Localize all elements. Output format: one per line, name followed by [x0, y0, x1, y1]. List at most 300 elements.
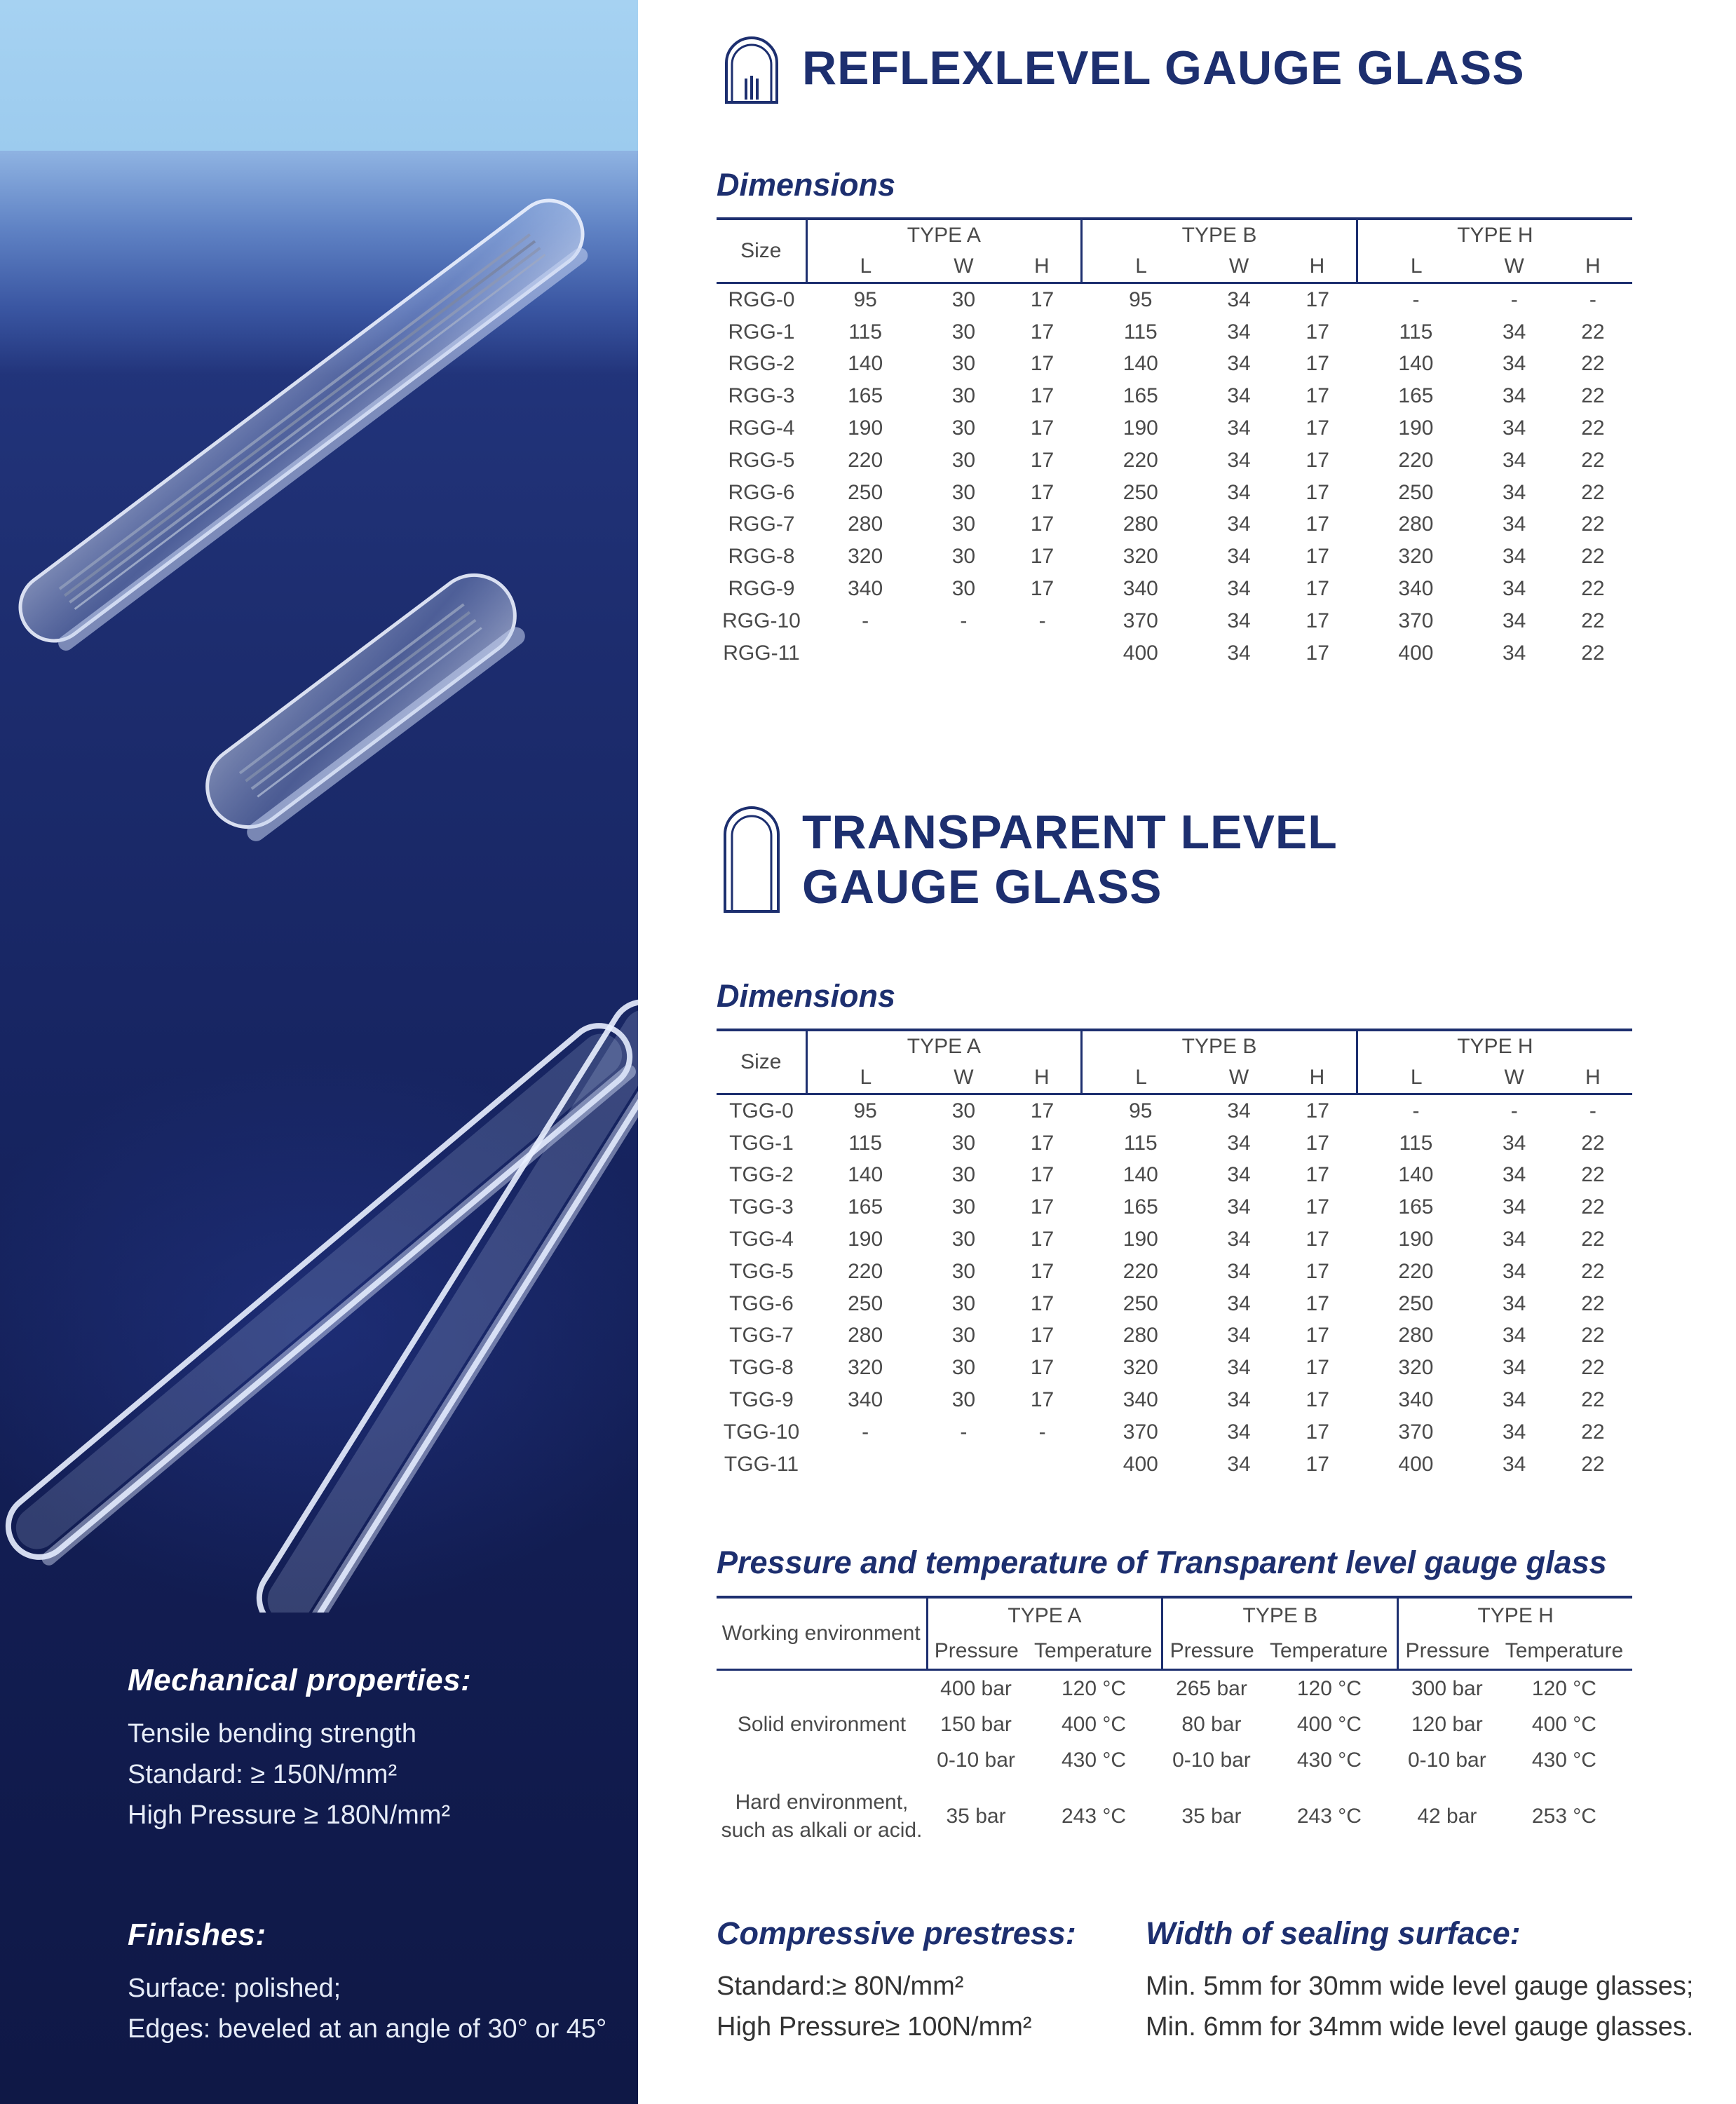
- table-cell: 370: [1398, 1420, 1434, 1444]
- table-cell: 115: [848, 320, 883, 344]
- col-header: W: [924, 251, 1003, 283]
- table-cell: 140: [1398, 1163, 1434, 1187]
- finishes-line: Surface: polished;: [128, 1974, 341, 2003]
- col-header: Pressure: [927, 1634, 1025, 1670]
- table-cell: 430 °C: [1061, 1748, 1127, 1772]
- finishes-heading: Finishes:: [128, 1918, 266, 1952]
- table-cell: 17: [1030, 1099, 1055, 1122]
- table-cell: 22: [1581, 1259, 1605, 1283]
- table-cell: 34: [1227, 1099, 1251, 1122]
- transparent-gauge-icon: [722, 805, 781, 913]
- table-cell: 34: [1227, 416, 1251, 440]
- table-cell: 34: [1227, 352, 1251, 376]
- table-cell: 17: [1306, 609, 1329, 632]
- finishes-line: Edges: beveled at an angle of 30° or 45°: [128, 2014, 607, 2044]
- table-cell: 30: [951, 1228, 976, 1251]
- table-cell: 17: [1306, 1420, 1329, 1444]
- size-cell: TGG-6: [729, 1291, 794, 1315]
- table-row: [717, 1127, 1632, 1160]
- solid-env-label: Solid environment: [737, 1712, 907, 1736]
- table-cell: 400 bar: [940, 1676, 1012, 1700]
- table-cell: 250: [848, 1291, 883, 1315]
- table-cell: 34: [1503, 1291, 1526, 1315]
- hard-env-line: Hard environment,: [735, 1791, 909, 1814]
- table-cell: 22: [1581, 416, 1605, 440]
- table-cell: 30: [951, 513, 976, 536]
- env-header: Working environment: [717, 1597, 927, 1670]
- col-header: L: [1082, 1062, 1200, 1094]
- col-header: Temperature: [1025, 1634, 1162, 1670]
- pressure-title: Pressure and temperature of Transparent level gauge glass: [717, 1545, 1607, 1580]
- hard-env-label: [717, 1778, 927, 1855]
- col-header: Pressure: [1162, 1634, 1261, 1670]
- table-cell: 165: [1123, 384, 1158, 408]
- size-cell: TGG-1: [729, 1131, 794, 1155]
- table-cell: 34: [1227, 320, 1251, 344]
- table-cell: 34: [1503, 1195, 1526, 1219]
- table-row: [717, 1223, 1632, 1256]
- table-cell: 34: [1503, 1259, 1526, 1283]
- table-cell: 17: [1306, 577, 1329, 601]
- mechanical-line: Standard: ≥ 150N/mm²: [128, 1760, 398, 1789]
- table-cell: 250: [848, 480, 883, 504]
- transparent-table-body: [717, 1094, 1632, 1481]
- table-cell: 280: [1123, 513, 1158, 536]
- type-b-header: TYPE B: [1082, 219, 1357, 251]
- table-cell: 30: [951, 480, 976, 504]
- table-cell: 17: [1306, 1228, 1329, 1251]
- table-cell: 115: [1399, 320, 1433, 344]
- table-cell: 34: [1503, 1131, 1526, 1155]
- table-cell: 22: [1581, 1163, 1605, 1187]
- table-cell: 22: [1581, 1356, 1605, 1380]
- sealing-surface: [1146, 1915, 1693, 2047]
- transparent-title-row: [722, 805, 1338, 914]
- compressive-prestress: [717, 1915, 1076, 2047]
- table-cell: 30: [951, 416, 976, 440]
- table-cell: 22: [1581, 513, 1605, 536]
- table-cell: 400 °C: [1531, 1712, 1596, 1736]
- reflex-gauge-icon: [722, 35, 781, 104]
- type-a-header: TYPE A: [927, 1597, 1162, 1634]
- col-header: H: [1003, 1062, 1081, 1094]
- finishes: [128, 1918, 606, 2049]
- col-header: W: [1475, 251, 1554, 283]
- table-cell: 30: [951, 1388, 976, 1412]
- table-cell: 17: [1306, 1099, 1329, 1122]
- table-cell: 22: [1581, 1291, 1605, 1315]
- size-cell: TGG-8: [729, 1356, 794, 1380]
- table-cell: 34: [1227, 1388, 1251, 1412]
- table-cell: 34: [1227, 1452, 1251, 1476]
- col-header: L: [806, 251, 924, 283]
- sealing-line: Min. 6mm for 34mm wide level gauge glasses.: [1146, 2012, 1694, 2042]
- table-cell: 17: [1306, 287, 1329, 311]
- col-header: W: [1475, 1062, 1554, 1094]
- table-cell: 280: [1398, 1324, 1434, 1348]
- table-cell: 30: [951, 1356, 976, 1380]
- col-header: Temperature: [1261, 1634, 1398, 1670]
- table-cell: [1003, 637, 1081, 670]
- table-cell: 17: [1030, 384, 1055, 408]
- table-cell: 80 bar: [1181, 1712, 1242, 1736]
- table-cell: 34: [1503, 577, 1526, 601]
- table-cell: 34: [1503, 1163, 1526, 1187]
- compressive-heading: Compressive prestress:: [717, 1915, 1076, 1951]
- table-cell: 320: [848, 545, 883, 569]
- size-cell: RGG-5: [728, 448, 795, 472]
- table-row: [717, 509, 1632, 541]
- table-row: [717, 1352, 1632, 1384]
- table-cell: 190: [848, 416, 883, 440]
- table-cell: 22: [1581, 448, 1605, 472]
- table-cell: 430 °C: [1296, 1748, 1362, 1772]
- table-cell: 165: [848, 1195, 883, 1219]
- col-header: H: [1003, 251, 1081, 283]
- table-cell: 120 °C: [1061, 1676, 1127, 1700]
- table-cell: 22: [1581, 1420, 1605, 1444]
- table-cell: 17: [1306, 320, 1329, 344]
- table-cell: 35 bar: [1181, 1805, 1242, 1828]
- reflex-dimensions-table: [717, 217, 1632, 670]
- table-cell: 34: [1503, 1324, 1526, 1348]
- table-cell: -: [1412, 287, 1420, 311]
- hard-env-line: such as alkali or acid.: [721, 1819, 923, 1842]
- table-cell: 280: [848, 513, 883, 536]
- table-cell: 30: [951, 1131, 976, 1155]
- reflex-dimensions-label: Dimensions: [717, 167, 896, 203]
- type-b-header: TYPE B: [1082, 1030, 1357, 1062]
- table-cell: 17: [1030, 1388, 1055, 1412]
- table-cell: 95: [1129, 287, 1153, 311]
- table-cell: 17: [1306, 1452, 1329, 1476]
- table-cell: 17: [1030, 1131, 1055, 1155]
- table-cell: 165: [1123, 1195, 1158, 1219]
- table-cell: 34: [1227, 384, 1251, 408]
- size-cell: RGG-1: [728, 320, 795, 344]
- size-cell: RGG-9: [728, 577, 795, 601]
- table-cell: 430 °C: [1531, 1748, 1596, 1772]
- table-cell: 34: [1503, 352, 1526, 376]
- table-cell: -: [960, 609, 968, 632]
- table-cell: 17: [1030, 1291, 1055, 1315]
- table-cell: 22: [1581, 1388, 1605, 1412]
- compressive-line: High Pressure≥ 100N/mm²: [717, 2012, 1032, 2042]
- size-cell: TGG-4: [729, 1228, 794, 1251]
- table-row: [717, 1094, 1632, 1127]
- reflex-title: REFLEXLEVEL GAUGE GLASS: [802, 41, 1525, 95]
- table-cell: 34: [1227, 609, 1251, 632]
- size-cell: RGG-6: [728, 480, 795, 504]
- table-cell: 320: [1398, 1356, 1434, 1380]
- table-cell: 17: [1306, 352, 1329, 376]
- col-header: H: [1554, 251, 1632, 283]
- table-cell: 34: [1227, 1324, 1251, 1348]
- table-cell: 22: [1581, 480, 1605, 504]
- table-cell: 140: [1123, 1163, 1158, 1187]
- table-cell: 17: [1030, 1195, 1055, 1219]
- table-row: [717, 1160, 1632, 1192]
- table-cell: 400 °C: [1061, 1712, 1127, 1736]
- table-cell: 115: [848, 1131, 883, 1155]
- type-a-header: TYPE A: [806, 1030, 1082, 1062]
- table-cell: 220: [1123, 448, 1158, 472]
- table-cell: 34: [1227, 513, 1251, 536]
- table-cell: 34: [1503, 384, 1526, 408]
- table-cell: 95: [1129, 1099, 1153, 1122]
- table-cell: 17: [1306, 1388, 1329, 1412]
- table-cell: 17: [1030, 1228, 1055, 1251]
- table-cell: 30: [951, 384, 976, 408]
- col-header: L: [806, 1062, 924, 1094]
- table-cell: -: [862, 1420, 869, 1444]
- table-cell: 17: [1306, 448, 1329, 472]
- table-cell: 34: [1227, 641, 1251, 665]
- table-cell: 34: [1503, 609, 1526, 632]
- table-cell: 0-10 bar: [1172, 1748, 1251, 1772]
- table-cell: 30: [951, 545, 976, 569]
- table-cell: 34: [1227, 1195, 1251, 1219]
- table-cell: 30: [951, 577, 976, 601]
- table-row: [717, 1778, 1632, 1855]
- table-cell: 340: [848, 577, 883, 601]
- size-cell: RGG-11: [723, 641, 800, 665]
- table-cell: 22: [1581, 384, 1605, 408]
- table-cell: 22: [1581, 545, 1605, 569]
- table-cell: 22: [1581, 1324, 1605, 1348]
- table-cell: 30: [951, 448, 976, 472]
- col-header: H: [1554, 1062, 1632, 1094]
- table-cell: 95: [853, 287, 877, 311]
- table-cell: -: [960, 1420, 968, 1444]
- table-cell: [806, 637, 924, 670]
- mechanical-line: High Pressure ≥ 180N/mm²: [128, 1800, 451, 1830]
- table-cell: 22: [1581, 1195, 1605, 1219]
- table-cell: 30: [951, 287, 976, 311]
- table-cell: -: [1038, 1420, 1046, 1444]
- table-row: [717, 316, 1632, 348]
- table-cell: 22: [1581, 352, 1605, 376]
- reflex-glass-short: [191, 559, 537, 851]
- table-cell: 165: [1398, 1195, 1434, 1219]
- table-cell: 400: [1398, 641, 1434, 665]
- table-cell: 34: [1503, 1388, 1526, 1412]
- table-cell: 22: [1581, 1228, 1605, 1251]
- table-cell: 115: [1123, 1131, 1158, 1155]
- transparent-dimensions-table: [717, 1029, 1632, 1481]
- table-cell: 17: [1306, 1291, 1329, 1315]
- table-cell: 165: [1398, 384, 1434, 408]
- table-cell: 34: [1227, 1131, 1251, 1155]
- transparent-title: [802, 805, 1338, 914]
- table-row: [717, 380, 1632, 412]
- table-cell: 34: [1503, 513, 1526, 536]
- table-cell: 17: [1030, 416, 1055, 440]
- compressive-line: Standard:≥ 80N/mm²: [717, 1971, 964, 2001]
- table-cell: 220: [848, 448, 883, 472]
- table-row: [717, 444, 1632, 477]
- size-cell: TGG-3: [729, 1195, 794, 1219]
- table-cell: 17: [1030, 1356, 1055, 1380]
- table-cell: 243 °C: [1296, 1805, 1362, 1828]
- table-cell: 34: [1227, 480, 1251, 504]
- table-cell: 0-10 bar: [1407, 1748, 1486, 1772]
- table-cell: 265 bar: [1176, 1676, 1247, 1700]
- mechanical-heading: Mechanical properties:: [128, 1663, 472, 1697]
- table-cell: 34: [1227, 1356, 1251, 1380]
- size-cell: RGG-0: [728, 287, 795, 311]
- table-cell: 17: [1030, 287, 1055, 311]
- table-cell: 34: [1227, 287, 1251, 311]
- table-cell: 140: [848, 352, 883, 376]
- table-cell: 35 bar: [946, 1805, 1006, 1828]
- table-cell: 34: [1227, 448, 1251, 472]
- table-cell: 220: [1123, 1259, 1158, 1283]
- table-row: [717, 283, 1632, 316]
- reflex-table-body: [717, 283, 1632, 670]
- table-cell: 22: [1581, 577, 1605, 601]
- table-cell: 0-10 bar: [937, 1748, 1015, 1772]
- table-cell: -: [1589, 287, 1596, 311]
- size-cell: RGG-10: [722, 609, 801, 632]
- table-cell: 140: [848, 1163, 883, 1187]
- table-cell: 17: [1306, 641, 1329, 665]
- col-header: W: [1200, 1062, 1278, 1094]
- type-b-header: TYPE B: [1162, 1597, 1398, 1634]
- size-cell: TGG-5: [729, 1259, 794, 1283]
- table-cell: 30: [951, 1259, 976, 1283]
- type-h-header: TYPE H: [1398, 1597, 1632, 1634]
- table-cell: 17: [1306, 513, 1329, 536]
- table-cell: 320: [1123, 545, 1158, 569]
- pressure-temperature-table: [717, 1596, 1632, 1855]
- table-cell: 190: [1123, 1228, 1158, 1251]
- table-cell: 30: [951, 1163, 976, 1187]
- size-cell: RGG-3: [728, 384, 795, 408]
- type-h-header: TYPE H: [1357, 219, 1632, 251]
- table-cell: 34: [1227, 1291, 1251, 1315]
- table-cell: 120 bar: [1411, 1712, 1483, 1736]
- table-cell: 17: [1030, 1324, 1055, 1348]
- table-cell: 340: [1398, 577, 1434, 601]
- table-cell: 34: [1503, 641, 1526, 665]
- table-cell: 34: [1503, 1356, 1526, 1380]
- table-cell: 340: [848, 1388, 883, 1412]
- reflex-title-row: [722, 35, 1525, 104]
- table-cell: 400: [1398, 1452, 1434, 1476]
- table-cell: 190: [1398, 1228, 1434, 1251]
- table-cell: 34: [1227, 1228, 1251, 1251]
- table-cell: 34: [1503, 416, 1526, 440]
- table-row: [717, 1256, 1632, 1288]
- size-cell: TGG-11: [724, 1452, 799, 1476]
- col-header: W: [1200, 251, 1278, 283]
- table-cell: 370: [1123, 609, 1158, 632]
- table-cell: 22: [1581, 320, 1605, 344]
- table-cell: 340: [1123, 1388, 1158, 1412]
- table-cell: 340: [1398, 1388, 1434, 1412]
- size-cell: RGG-8: [728, 545, 795, 569]
- table-cell: 140: [1123, 352, 1158, 376]
- table-cell: [924, 637, 1003, 670]
- table-cell: 34: [1503, 1420, 1526, 1444]
- size-header: Size: [717, 219, 806, 283]
- table-cell: 30: [951, 1099, 976, 1122]
- table-cell: 17: [1306, 1324, 1329, 1348]
- table-row: [717, 1191, 1632, 1223]
- size-cell: TGG-7: [729, 1324, 794, 1348]
- table-cell: 150 bar: [940, 1712, 1012, 1736]
- table-cell: 17: [1030, 513, 1055, 536]
- table-cell: [806, 1448, 924, 1481]
- table-cell: 30: [951, 1195, 976, 1219]
- table-cell: 220: [848, 1259, 883, 1283]
- table-cell: 300 bar: [1411, 1676, 1483, 1700]
- table-cell: 34: [1503, 545, 1526, 569]
- table-cell: 30: [951, 1324, 976, 1348]
- table-cell: -: [862, 609, 869, 632]
- table-cell: 190: [1123, 416, 1158, 440]
- table-cell: 165: [848, 384, 883, 408]
- mechanical-line: Tensile bending strength: [128, 1719, 416, 1749]
- table-cell: 280: [1398, 513, 1434, 536]
- table-cell: 17: [1030, 320, 1055, 344]
- table-cell: 17: [1030, 1163, 1055, 1187]
- table-cell: 115: [1399, 1131, 1433, 1155]
- table-row: [717, 1288, 1632, 1320]
- table-cell: 34: [1503, 480, 1526, 504]
- table-cell: -: [1038, 609, 1046, 632]
- table-row: [717, 1384, 1632, 1416]
- table-cell: 400: [1123, 1452, 1158, 1476]
- table-cell: 34: [1227, 1259, 1251, 1283]
- table-cell: 30: [951, 1291, 976, 1315]
- table-cell: 42 bar: [1417, 1805, 1477, 1828]
- table-cell: 17: [1306, 480, 1329, 504]
- table-cell: 30: [951, 320, 976, 344]
- table-cell: 17: [1306, 1195, 1329, 1219]
- table-cell: 34: [1227, 577, 1251, 601]
- table-cell: -: [1589, 1099, 1596, 1122]
- table-cell: 17: [1306, 545, 1329, 569]
- table-cell: 340: [1123, 577, 1158, 601]
- table-cell: 22: [1581, 1131, 1605, 1155]
- table-cell: 17: [1030, 1259, 1055, 1283]
- table-cell: 243 °C: [1061, 1805, 1127, 1828]
- table-cell: 250: [1398, 480, 1434, 504]
- table-cell: 17: [1306, 416, 1329, 440]
- table-cell: 17: [1306, 1131, 1329, 1155]
- table-cell: 280: [1123, 1324, 1158, 1348]
- table-cell: 400 °C: [1296, 1712, 1362, 1736]
- type-a-header: TYPE A: [806, 219, 1082, 251]
- table-cell: 320: [848, 1356, 883, 1380]
- table-cell: 17: [1030, 352, 1055, 376]
- table-cell: 250: [1123, 480, 1158, 504]
- table-row: [717, 1416, 1632, 1448]
- table-cell: 250: [1123, 1291, 1158, 1315]
- table-cell: 190: [1398, 416, 1434, 440]
- table-cell: 190: [848, 1228, 883, 1251]
- table-cell: 370: [1398, 609, 1434, 632]
- sealing-line: Min. 5mm for 30mm wide level gauge glasses;: [1146, 1971, 1694, 2001]
- table-cell: 320: [1398, 545, 1434, 569]
- size-cell: RGG-4: [728, 416, 795, 440]
- table-cell: 17: [1030, 448, 1055, 472]
- col-header: H: [1278, 1062, 1357, 1094]
- table-cell: 34: [1227, 1420, 1251, 1444]
- table-cell: -: [1412, 1099, 1420, 1122]
